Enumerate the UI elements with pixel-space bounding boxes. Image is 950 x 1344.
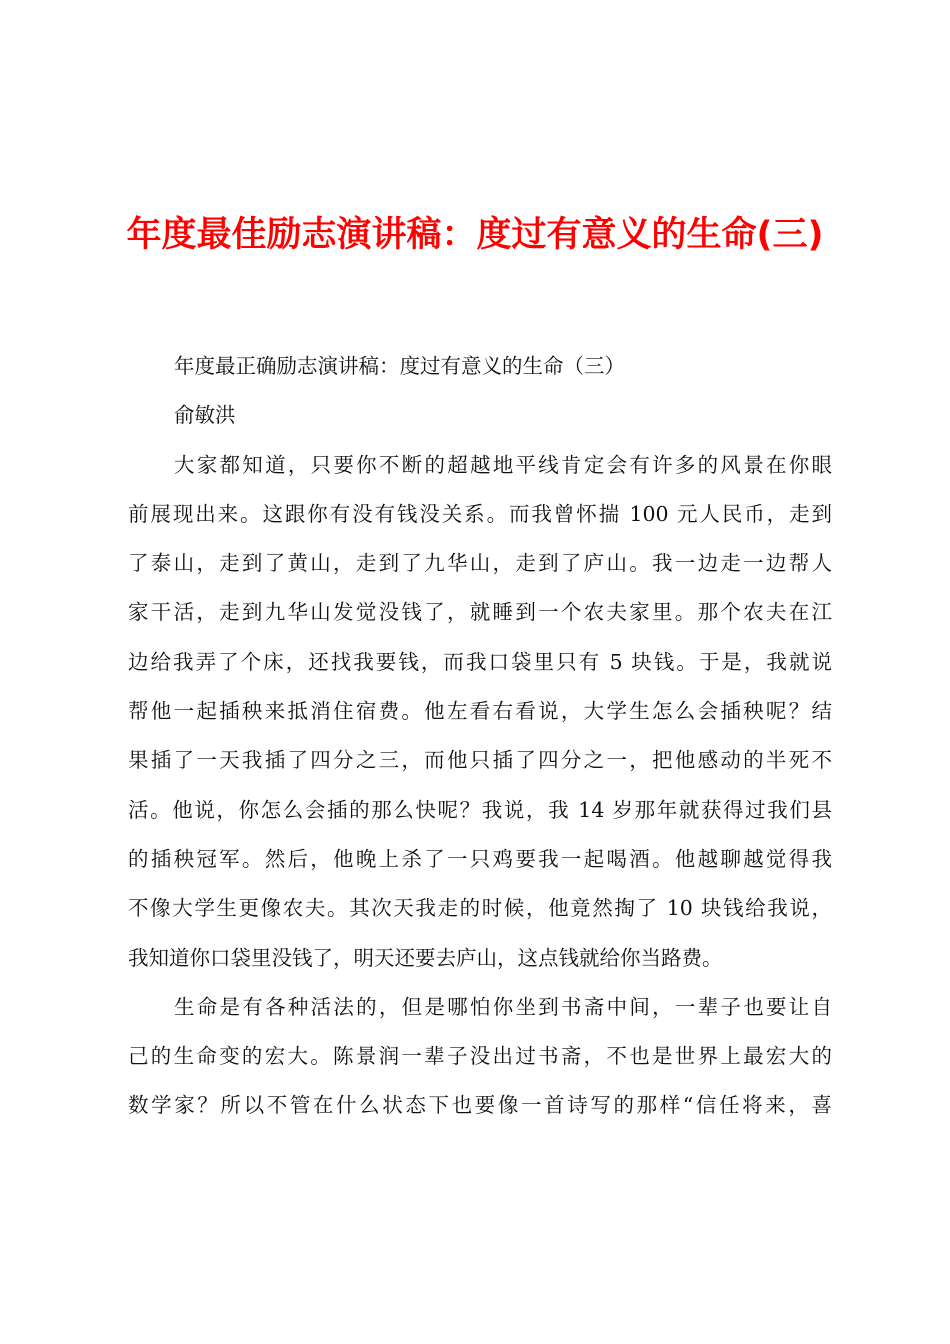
paragraph-line: 了泰山，走到了黄山，走到了九华山，走到了庐山。我一边走一边帮人 — [128, 551, 832, 576]
paragraph-line: 我知道你口袋里没钱了，明天还要去庐山，这点钱就给你当路费。 — [128, 945, 723, 970]
document-body — [128, 342, 832, 1131]
paragraph-line: 不像大学生更像农夫。其次天我走的时候，他竟然掏了 10 块钱给我说， — [128, 896, 832, 921]
paragraph-line: 己的生命变的宏大。陈景润一辈子没出过书斋，不也是世界上最宏大的 — [128, 1044, 832, 1069]
paragraph-line: 帮他一起插秧来抵消住宿费。他左看右看说，大学生怎么会插秧呢？结 — [128, 699, 832, 724]
paragraph-line: 的插秧冠军。然后，他晚上杀了一只鸡要我一起喝酒。他越聊越觉得我 — [128, 846, 832, 871]
paragraph-line: 边给我弄了个床，还找我要钱，而我口袋里只有 5 块钱。于是，我就说 — [128, 649, 832, 674]
paragraph-line: 果插了一天我插了四分之三，而他只插了四分之一，把他感动的半死不 — [128, 748, 832, 773]
paragraph-line: 家干活，走到九华山发觉没钱了，就睡到一个农夫家里。那个农夫在江 — [128, 600, 832, 625]
paragraph-line: 前展现出来。这跟你有没有钱没关系。而我曾怀揣 100 元人民币，走到 — [128, 501, 832, 526]
paragraph-line: 数学家？所以不管在什么状态下也要像一首诗写的那样“信任将来，喜 — [128, 1093, 832, 1118]
author-line: 俞敏洪 — [174, 403, 236, 428]
document-title: 年度最佳励志演讲稿：度过有意义的生命(三) — [126, 215, 824, 255]
paragraph-1 — [128, 441, 832, 983]
subtitle-line: 年度最正确励志演讲稿：度过有意义的生命（三） — [174, 354, 625, 378]
paragraph-2 — [128, 983, 832, 1131]
paragraph-line: 活。他说，你怎么会插的那么快呢？我说，我 14 岁那年就获得过我们县 — [128, 797, 832, 822]
paragraph-line: 生命是有各种活法的，但是哪怕你坐到书斋中间，一辈子也要让自 — [174, 994, 832, 1019]
paragraph-line: 大家都知道，只要你不断的超越地平线肯定会有许多的风景在你眼 — [174, 452, 832, 477]
